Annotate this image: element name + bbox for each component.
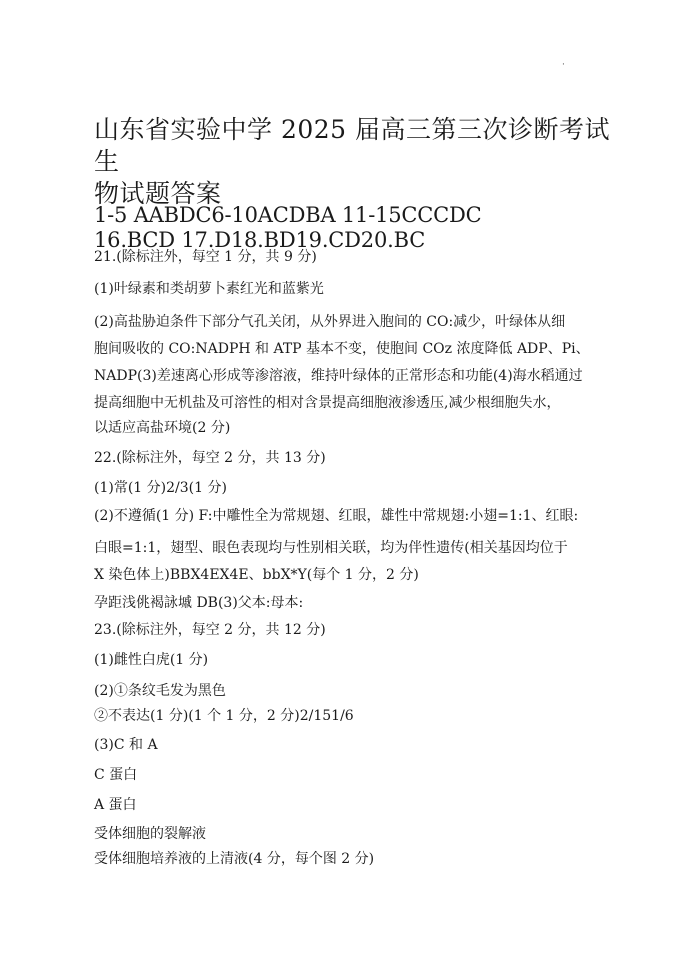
q23-answer-3: (3)C 和 A (94, 737, 158, 753)
choice-answers-line-2: 16.BCD 17.D18.BD19.CD20.BC (94, 228, 426, 252)
q22-answer-1: (1)常(1 分)2/3(1 分) (94, 480, 227, 496)
q21-answer-4-end: 以适应高盐环境(2 分) (94, 420, 231, 436)
q23-heading: 23.(除标注外，每空 2 分，共 12 分) (94, 622, 326, 638)
q23-a-protein: A 蛋白 (94, 797, 137, 813)
q23-c-protein: C 蛋白 (94, 767, 138, 783)
q21-answer-2: (2)高盐胁迫条件下部分气孔关闭，从外界进入胞间的 CO:减少，叶绿体从细 (94, 314, 566, 330)
q22-answer-2: (2)不遵循(1 分) F:中雕性全为常规翅、红眼，雄性中常规翅:小翅=1:1、红眼: (94, 508, 579, 524)
q22-answer-2-cont: 白眼=1:1，翅型、眼色表现均与性别相关联，均为伴性遗传(相关基因均位于 (94, 540, 568, 556)
q21-answer-4-cont: 提高细胞中无机盐及可溶性的相对含景提高细胞液渗透压,减少根细胞失水， (94, 395, 561, 411)
choice-answers-line-1: 1-5 AABDC6-10ACDBA 11-15CCCDC (94, 203, 482, 227)
q22-answer-2-end: X 染色体上)BBX4EX4E、bbX*Y(每个 1 分，2 分) (94, 567, 419, 583)
q21-answer-2-cont: 胞间吸收的 CO:NADPH 和 ATP 基本不变，使胞间 COz 浓度降低 ADP、Pi、 (94, 341, 590, 357)
q23-lysate: 受体细胞的裂解液 (94, 826, 206, 842)
q21-answer-1: (1)叶绿素和类胡萝卜素红光和蓝紫光 (94, 281, 324, 297)
q23-supernatant: 受体细胞培养液的上清液(4 分，每个图 2 分) (94, 851, 375, 867)
q21-answer-3-4: NADP(3)差速离心形成等渗溶液，维持叶绿体的正常形态和功能(4)海水稻通过 (94, 368, 583, 384)
choice-answers (94, 203, 634, 253)
q23-answer-2: (2)①条纹毛发为黑色 (94, 683, 226, 699)
document-title (94, 114, 614, 210)
header-dot: · (562, 60, 565, 70)
q23-answer-1: (1)雌性白虎(1 分) (94, 652, 209, 668)
title-line-2: 物试题答案 (94, 179, 222, 208)
title-line-1: 山东省实验中学 2025 届高三第三次诊断考试生 (94, 115, 611, 176)
q23-answer-2-cont: ②不表达(1 分)(1 个 1 分，2 分)2/151/6 (94, 708, 354, 724)
q22-answer-3: 孕距浅佻褐詠墄 DB(3)父本:母本: (94, 595, 304, 611)
q21-heading: 21.(除标注外，每空 1 分，共 9 分) (94, 249, 317, 265)
q22-heading: 22.(除标注外，每空 2 分，共 13 分) (94, 450, 326, 466)
